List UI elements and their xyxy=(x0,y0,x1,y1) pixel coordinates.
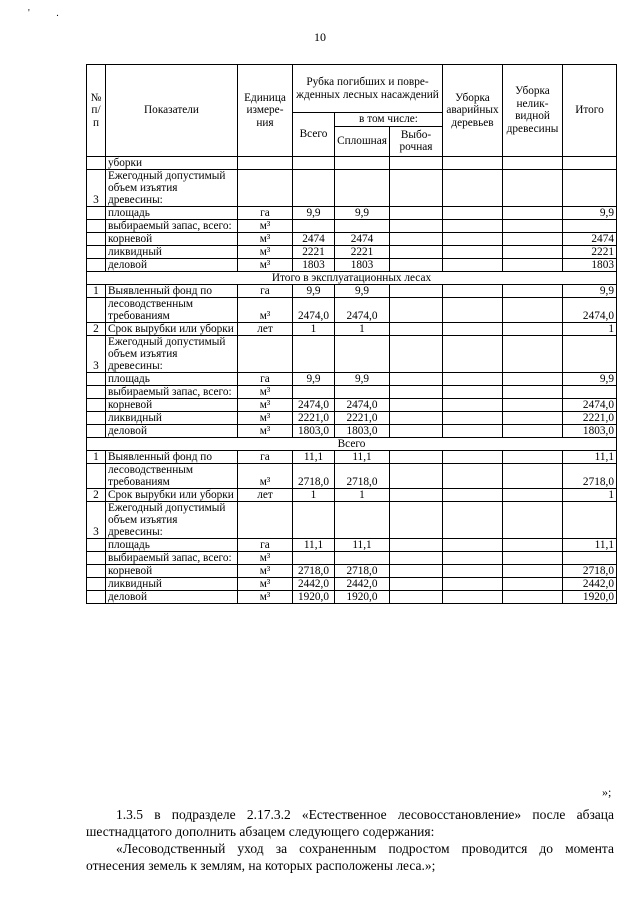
cell-no xyxy=(87,385,106,398)
header-felling: Рубка погибших и поврежденных лесных насаждений xyxy=(293,65,443,113)
cell-emergency xyxy=(443,450,503,463)
table-row xyxy=(87,411,617,424)
cell-nonliquid xyxy=(503,590,563,603)
cell-emergency xyxy=(443,488,503,501)
cell-selective xyxy=(390,245,443,258)
table-row xyxy=(87,577,617,590)
cell-indicator: ликвидный xyxy=(106,245,238,258)
cell-nonliquid xyxy=(503,335,563,372)
cell-no xyxy=(87,245,106,258)
cell-no xyxy=(87,424,106,437)
cell-no xyxy=(87,297,106,322)
table-row xyxy=(87,538,617,551)
cell-emergency xyxy=(443,590,503,603)
cell-total: 1803,0 xyxy=(563,424,617,437)
cell-total: 1803 xyxy=(563,258,617,271)
cell-indicator: Срок вырубки или уборки xyxy=(106,322,238,335)
cell-unit: м³ xyxy=(238,590,293,603)
cell-nonliquid xyxy=(503,297,563,322)
cell-unit xyxy=(238,501,293,538)
cell-all: 2221,0 xyxy=(293,411,335,424)
cell-emergency xyxy=(443,564,503,577)
cell-indicator: лесоводственным требованиям xyxy=(106,463,238,488)
cell-total: 9,9 xyxy=(563,284,617,297)
cell-indicator: выбираемый запас, всего: xyxy=(106,219,238,232)
cell-all: 2718,0 xyxy=(293,564,335,577)
table-row xyxy=(87,564,617,577)
cell-total: 11,1 xyxy=(563,450,617,463)
scan-marks: ' . xyxy=(28,8,71,19)
table-row xyxy=(87,284,617,297)
table-header xyxy=(87,65,617,157)
cell-clear: 9,9 xyxy=(335,284,390,297)
cell-nonliquid xyxy=(503,488,563,501)
cell-total: 9,9 xyxy=(563,206,617,219)
forest-felling-table xyxy=(86,64,617,604)
cell-all: 2474,0 xyxy=(293,398,335,411)
cell-nonliquid xyxy=(503,564,563,577)
cell-nonliquid xyxy=(503,538,563,551)
table-row xyxy=(87,590,617,603)
cell-unit: м³ xyxy=(238,424,293,437)
cell-emergency xyxy=(443,501,503,538)
cell-indicator: деловой xyxy=(106,424,238,437)
cell-emergency xyxy=(443,156,503,169)
cell-nonliquid xyxy=(503,232,563,245)
table-row xyxy=(87,372,617,385)
table-row xyxy=(87,424,617,437)
cell-no xyxy=(87,398,106,411)
cell-selective xyxy=(390,385,443,398)
cell-nonliquid xyxy=(503,424,563,437)
cell-nonliquid xyxy=(503,577,563,590)
cell-indicator: ликвидный xyxy=(106,411,238,424)
cell-no xyxy=(87,411,106,424)
cell-selective xyxy=(390,335,443,372)
section-title: Итого в эксплуатационных лесах xyxy=(87,271,617,284)
cell-total xyxy=(563,501,617,538)
cell-no xyxy=(87,577,106,590)
cell-nonliquid xyxy=(503,372,563,385)
cell-indicator: выбираемый запас, всего: xyxy=(106,385,238,398)
cell-indicator: Ежегодный допустимый объем изъятия древесины: xyxy=(106,169,238,206)
cell-all: 9,9 xyxy=(293,284,335,297)
cell-selective xyxy=(390,156,443,169)
cell-nonliquid xyxy=(503,245,563,258)
cell-all: 9,9 xyxy=(293,206,335,219)
amendment-paragraph: 1.3.5 в подразделе 2.17.3.2 «Естественное лесовосстановление» после абзаца шестнадцатого дополнить абзацем следующего содержания: xyxy=(86,807,614,839)
table-section-c xyxy=(87,437,617,450)
cell-selective xyxy=(390,590,443,603)
header-all: Всего xyxy=(293,113,335,157)
cell-total: 2442,0 xyxy=(563,577,617,590)
cell-clear: 1803 xyxy=(335,258,390,271)
cell-selective xyxy=(390,424,443,437)
cell-emergency xyxy=(443,372,503,385)
cell-emergency xyxy=(443,335,503,372)
cell-indicator: Срок вырубки или уборки xyxy=(106,488,238,501)
table-body-b xyxy=(87,284,617,437)
table-row xyxy=(87,219,617,232)
table-body-a xyxy=(87,156,617,271)
cell-indicator: корневой xyxy=(106,398,238,411)
cell-unit xyxy=(238,335,293,372)
cell-clear: 2474 xyxy=(335,232,390,245)
cell-total xyxy=(563,219,617,232)
cell-emergency xyxy=(443,232,503,245)
header-no: № п/п xyxy=(87,65,106,157)
cell-no: 3 xyxy=(87,169,106,206)
cell-unit: га xyxy=(238,284,293,297)
cell-nonliquid xyxy=(503,322,563,335)
cell-total: 2474,0 xyxy=(563,398,617,411)
cell-selective xyxy=(390,450,443,463)
cell-clear: 2718,0 xyxy=(335,463,390,488)
cell-no xyxy=(87,538,106,551)
cell-nonliquid xyxy=(503,206,563,219)
cell-total xyxy=(563,335,617,372)
table-row xyxy=(87,169,617,206)
cell-unit: га xyxy=(238,372,293,385)
cell-selective xyxy=(390,501,443,538)
cell-emergency xyxy=(443,424,503,437)
cell-clear: 1920,0 xyxy=(335,590,390,603)
cell-nonliquid xyxy=(503,156,563,169)
cell-total xyxy=(563,385,617,398)
cell-nonliquid xyxy=(503,219,563,232)
cell-all xyxy=(293,385,335,398)
cell-selective xyxy=(390,219,443,232)
cell-all: 1920,0 xyxy=(293,590,335,603)
cell-selective xyxy=(390,206,443,219)
cell-clear: 2718,0 xyxy=(335,564,390,577)
cell-all xyxy=(293,156,335,169)
cell-no xyxy=(87,232,106,245)
cell-clear: 2221,0 xyxy=(335,411,390,424)
header-emergency: Уборка аварийных деревьев xyxy=(443,65,503,157)
cell-selective xyxy=(390,411,443,424)
cell-no xyxy=(87,590,106,603)
cell-no xyxy=(87,206,106,219)
cell-indicator: корневой xyxy=(106,232,238,245)
cell-emergency xyxy=(443,577,503,590)
cell-emergency xyxy=(443,245,503,258)
cell-unit: м³ xyxy=(238,258,293,271)
table-row xyxy=(87,258,617,271)
cell-emergency xyxy=(443,297,503,322)
cell-selective xyxy=(390,398,443,411)
cell-indicator: ликвидный xyxy=(106,577,238,590)
cell-indicator: Выявленный фонд по xyxy=(106,284,238,297)
cell-all: 11,1 xyxy=(293,538,335,551)
cell-selective xyxy=(390,284,443,297)
cell-nonliquid xyxy=(503,258,563,271)
cell-selective xyxy=(390,297,443,322)
cell-clear xyxy=(335,219,390,232)
header-indicator: Показатели xyxy=(106,65,238,157)
cell-nonliquid xyxy=(503,284,563,297)
cell-no: 1 xyxy=(87,450,106,463)
cell-unit: лет xyxy=(238,322,293,335)
closing-quote: »; xyxy=(602,785,612,799)
header-unit: Единица измерения xyxy=(238,65,293,157)
cell-indicator: выбираемый запас, всего: xyxy=(106,551,238,564)
table-row xyxy=(87,232,617,245)
cell-nonliquid xyxy=(503,463,563,488)
cell-selective xyxy=(390,577,443,590)
cell-emergency xyxy=(443,411,503,424)
cell-total: 1920,0 xyxy=(563,590,617,603)
cell-selective xyxy=(390,372,443,385)
cell-emergency xyxy=(443,206,503,219)
cell-emergency xyxy=(443,169,503,206)
inserted-text-paragraph: «Лесоводственный уход за сохраненным подростом проводится до момента отнесения земель к землям, на которых расположены леса.»; xyxy=(86,841,614,873)
cell-no: 3 xyxy=(87,501,106,538)
cell-total: 11,1 xyxy=(563,538,617,551)
cell-total: 1 xyxy=(563,322,617,335)
cell-no: 1 xyxy=(87,284,106,297)
cell-emergency xyxy=(443,551,503,564)
cell-clear: 2442,0 xyxy=(335,577,390,590)
table-row xyxy=(87,206,617,219)
cell-clear xyxy=(335,385,390,398)
cell-clear: 1 xyxy=(335,488,390,501)
cell-clear: 9,9 xyxy=(335,206,390,219)
cell-total: 1 xyxy=(563,488,617,501)
cell-unit: м³ xyxy=(238,385,293,398)
cell-emergency xyxy=(443,219,503,232)
table-body-c xyxy=(87,450,617,603)
cell-selective xyxy=(390,232,443,245)
cell-no xyxy=(87,258,106,271)
section-title: Всего xyxy=(87,437,617,450)
cell-all: 2442,0 xyxy=(293,577,335,590)
cell-clear xyxy=(335,156,390,169)
cell-unit xyxy=(238,156,293,169)
cell-clear: 2474,0 xyxy=(335,398,390,411)
cell-unit: м³ xyxy=(238,577,293,590)
header-nonliquid: Уборка неликвидной древесины xyxy=(503,65,563,157)
table-row xyxy=(87,156,617,169)
cell-indicator: площадь xyxy=(106,372,238,385)
cell-indicator: лесоводственным требованиям xyxy=(106,297,238,322)
cell-unit: га xyxy=(238,206,293,219)
cell-emergency xyxy=(443,385,503,398)
cell-selective xyxy=(390,488,443,501)
cell-all: 2221 xyxy=(293,245,335,258)
header-selective: Выборочная xyxy=(390,126,443,156)
cell-unit: м³ xyxy=(238,463,293,488)
header-clear: Сплошная xyxy=(335,126,390,156)
cell-total: 2474 xyxy=(563,232,617,245)
table-row xyxy=(87,551,617,564)
cell-no xyxy=(87,551,106,564)
cell-indicator: деловой xyxy=(106,590,238,603)
cell-unit: м³ xyxy=(238,219,293,232)
cell-all: 1 xyxy=(293,488,335,501)
cell-nonliquid xyxy=(503,450,563,463)
cell-no xyxy=(87,463,106,488)
cell-unit: м³ xyxy=(238,411,293,424)
cell-clear: 11,1 xyxy=(335,450,390,463)
cell-indicator: Ежегодный допустимый объем изъятия древесины: xyxy=(106,501,238,538)
header-including: в том числе: xyxy=(335,113,443,127)
cell-clear: 11,1 xyxy=(335,538,390,551)
cell-indicator: Выявленный фонд по xyxy=(106,450,238,463)
cell-all: 9,9 xyxy=(293,372,335,385)
cell-no xyxy=(87,372,106,385)
cell-nonliquid xyxy=(503,169,563,206)
cell-selective xyxy=(390,551,443,564)
cell-total xyxy=(563,551,617,564)
cell-unit: га xyxy=(238,450,293,463)
cell-clear xyxy=(335,335,390,372)
cell-emergency xyxy=(443,538,503,551)
cell-emergency xyxy=(443,284,503,297)
cell-nonliquid xyxy=(503,385,563,398)
cell-unit: м³ xyxy=(238,245,293,258)
cell-no: 3 xyxy=(87,335,106,372)
table-row xyxy=(87,488,617,501)
cell-indicator: площадь xyxy=(106,538,238,551)
cell-total: 2221,0 xyxy=(563,411,617,424)
cell-emergency xyxy=(443,258,503,271)
cell-no: 2 xyxy=(87,488,106,501)
cell-unit: га xyxy=(238,538,293,551)
cell-indicator: Ежегодный допустимый объем изъятия древесины: xyxy=(106,335,238,372)
cell-indicator: уборки xyxy=(106,156,238,169)
cell-unit: лет xyxy=(238,488,293,501)
cell-selective xyxy=(390,538,443,551)
cell-all xyxy=(293,501,335,538)
cell-all: 1 xyxy=(293,322,335,335)
cell-indicator: корневой xyxy=(106,564,238,577)
cell-emergency xyxy=(443,398,503,411)
cell-selective xyxy=(390,169,443,206)
cell-indicator: деловой xyxy=(106,258,238,271)
cell-no xyxy=(87,564,106,577)
cell-total: 2474,0 xyxy=(563,297,617,322)
cell-clear xyxy=(335,169,390,206)
cell-emergency xyxy=(443,322,503,335)
cell-all: 1803 xyxy=(293,258,335,271)
cell-unit: м³ xyxy=(238,551,293,564)
cell-clear: 2221 xyxy=(335,245,390,258)
cell-clear: 2474,0 xyxy=(335,297,390,322)
table-row xyxy=(87,450,617,463)
cell-no: 2 xyxy=(87,322,106,335)
cell-unit: м³ xyxy=(238,564,293,577)
cell-no xyxy=(87,219,106,232)
header-total: Итого xyxy=(563,65,617,157)
cell-clear xyxy=(335,551,390,564)
cell-clear xyxy=(335,501,390,538)
cell-all xyxy=(293,551,335,564)
cell-nonliquid xyxy=(503,411,563,424)
page-number: 10 xyxy=(314,30,326,44)
cell-emergency xyxy=(443,463,503,488)
cell-all: 2474,0 xyxy=(293,297,335,322)
cell-selective xyxy=(390,322,443,335)
cell-total xyxy=(563,169,617,206)
cell-all: 11,1 xyxy=(293,450,335,463)
table-row xyxy=(87,297,617,322)
table-row xyxy=(87,501,617,538)
cell-clear: 1 xyxy=(335,322,390,335)
cell-selective xyxy=(390,258,443,271)
table-row xyxy=(87,245,617,258)
cell-all: 2474 xyxy=(293,232,335,245)
cell-total: 2221 xyxy=(563,245,617,258)
cell-total: 2718,0 xyxy=(563,463,617,488)
cell-selective xyxy=(390,564,443,577)
cell-nonliquid xyxy=(503,501,563,538)
table-section-b xyxy=(87,271,617,284)
table-row xyxy=(87,335,617,372)
cell-selective xyxy=(390,463,443,488)
cell-clear: 1803,0 xyxy=(335,424,390,437)
cell-no xyxy=(87,156,106,169)
table-row xyxy=(87,385,617,398)
cell-total xyxy=(563,156,617,169)
cell-all: 1803,0 xyxy=(293,424,335,437)
cell-all xyxy=(293,169,335,206)
cell-total: 9,9 xyxy=(563,372,617,385)
table-row xyxy=(87,322,617,335)
cell-nonliquid xyxy=(503,551,563,564)
cell-unit: м³ xyxy=(238,398,293,411)
cell-all: 2718,0 xyxy=(293,463,335,488)
cell-unit: м³ xyxy=(238,297,293,322)
cell-clear: 9,9 xyxy=(335,372,390,385)
cell-nonliquid xyxy=(503,398,563,411)
cell-unit: м³ xyxy=(238,232,293,245)
table-row xyxy=(87,398,617,411)
cell-all xyxy=(293,219,335,232)
table-row xyxy=(87,463,617,488)
cell-all xyxy=(293,335,335,372)
cell-total: 2718,0 xyxy=(563,564,617,577)
cell-indicator: площадь xyxy=(106,206,238,219)
cell-unit xyxy=(238,169,293,206)
